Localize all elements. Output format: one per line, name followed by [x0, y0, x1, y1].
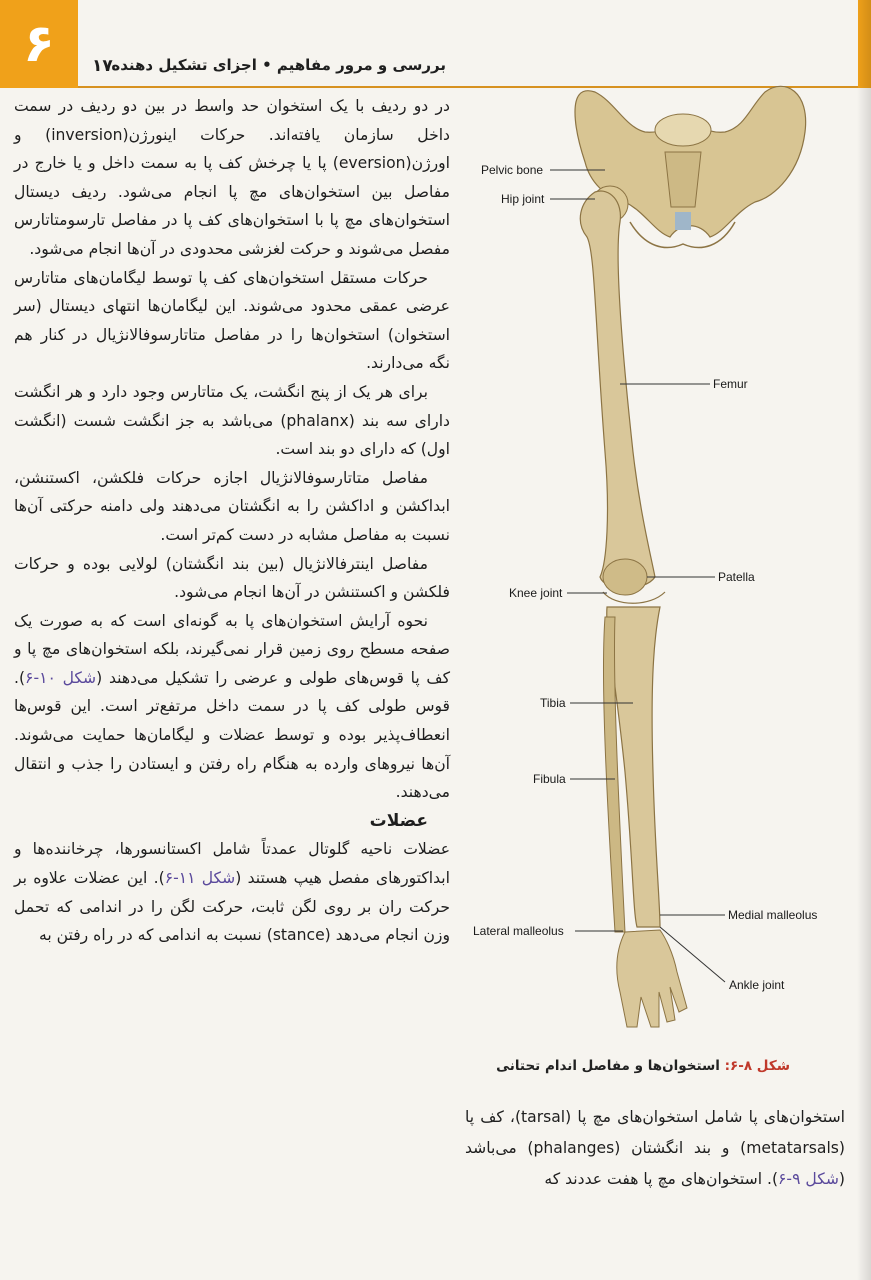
text-run: استخوان‌های پا شامل استخوان‌های مچ پا (tarsal)، کف پا (metatarsals) و بند انگشتان (phalanges) می‌باشد (: [465, 1108, 845, 1188]
paragraph: مفاصل متاتارسوفالانژیال اجازه حرکات فلکشن، اکستنشن، ابداکشن و اداکشن را به انگشتان می‌دهند ولی دامنه حرکتی آن‌ها نسبت به مفاصل مشابه در دست کم‌تر است.: [14, 468, 450, 544]
chapter-number: ۶: [23, 14, 55, 74]
label-fibula: Fibula: [533, 772, 566, 786]
tibia-fibula-illustration: [603, 607, 660, 932]
section-heading: عضلات: [369, 810, 428, 831]
label-medial-malleolus: Medial malleolus: [728, 908, 818, 922]
figure-reference-link[interactable]: شکل ۱۰-۶: [25, 668, 97, 687]
label-knee-joint: Knee joint: [509, 586, 563, 600]
paragraph-arches: [14, 607, 450, 807]
figure-reference-link[interactable]: شکل ۱۱-۶: [164, 869, 236, 888]
femur-illustration: [580, 191, 655, 588]
figure-reference-link[interactable]: شکل ۹-۶: [778, 1170, 839, 1188]
label-tibia: Tibia: [540, 696, 566, 710]
label-lateral-malleolus: Lateral malleolus: [473, 924, 564, 938]
text-run: نحوه آرایش استخوان‌های پا به گونه‌ای است که به صورت یک صفحه مسطح روی زمین قرار نمی‌گیرند، بلکه استخوان‌های مچ پا و کف پا قوس‌های طولی و عرضی را تشکیل می‌دهند (: [14, 611, 450, 687]
label-pelvic-bone: Pelvic bone: [481, 163, 544, 177]
label-patella: Patella: [718, 570, 755, 584]
right-text-column: [465, 1102, 845, 1195]
running-head: بررسی و مرور مفاهیم • اجزای تشکیل دهنده: [111, 56, 446, 74]
paragraph-muscles: [14, 835, 450, 949]
caption-text: استخوان‌ها و مفاصل اندام تحتانی: [496, 1058, 725, 1074]
paragraph: حرکات مستقل استخوان‌های کف پا توسط لیگامان‌های متاتارس عرضی عمقی محدود می‌شوند. این لیگامان‌ها انتهای دیستال (سر استخوان) استخوان‌ها را در مفاصل متاتارسوفالانژیال در کنار هم نگه می‌دارند.: [14, 268, 450, 373]
label-hip-joint: Hip joint: [501, 192, 545, 206]
label-femur: Femur: [713, 377, 748, 391]
page-number: ۱۷: [92, 56, 113, 76]
paragraph: در دو ردیف با یک استخوان حد واسط در بین دو ردیف در سمت داخل سازمان یافته‌اند. حرکات اینورژن(inversion) و اورژن(eversion) پا یا چرخش کف پا به سمت داخل و یا خارج در مفاصل بین استخوان‌های مچ پا انجام می‌شود. ردیف دیستال استخوان‌های مچ پا با استخوان‌های کف پا در مفاصل تارسومتاتارس مفصل می‌شوند و حرکت لغزشی محدودی در آن‌ها انجام می‌شود.: [14, 97, 450, 258]
foot-illustration: [617, 930, 687, 1027]
paragraph: مفاصل اینترفالانژیال (بین بند انگشتان) لولایی بوده و حرکات فلکشن و اکستنشن در آن‌ها انجام می‌شود.: [14, 554, 450, 602]
page-gutter-shadow: [857, 0, 871, 1280]
text-run: عضلات ناحیه گلوتال عمدتاً شامل اکستانسورها، چرخاننده‌ها و ابداکتورهای مفصل هیپ هستند (: [14, 840, 450, 888]
left-text-column: [14, 92, 450, 950]
text-run: ). قوس طولی کف پا در سمت داخل مرتفع‌تر است. این قوس‌ها انعطاف‌پذیر بوده و توسط عضلات و لیگامان‌ها حمایت می‌شوند. آن‌ها نیروهای وارده به هنگام راه رفتن و ایستادن را جذب و انتقال می‌دهند.: [14, 668, 450, 802]
figure-caption: [470, 1058, 790, 1074]
paragraph: برای هر یک از پنج انگشت، یک متاتارس وجود دارد و هر انگشت دارای سه بند (phalanx) می‌باشد به جز انگشت شست (انگشت اول) که دارای دو بند است.: [14, 382, 450, 459]
text-run: ). این عضلات علاوه بر حرکت ران بر روی لگن ثابت، حرکت لگن را در اندامی که تحمل وزن انجام می‌دهد (stance) نسبت به اندامی که در راه رفتن به: [14, 869, 450, 945]
text-run: ). استخوان‌های مچ پا هفت عددند که: [544, 1170, 779, 1188]
lower-limb-skeleton-figure: [455, 72, 860, 1047]
knee-illustration: [603, 559, 665, 603]
label-ankle-joint: Ankle joint: [729, 978, 785, 992]
caption-label: شکل ۸-۶:: [724, 1058, 790, 1074]
